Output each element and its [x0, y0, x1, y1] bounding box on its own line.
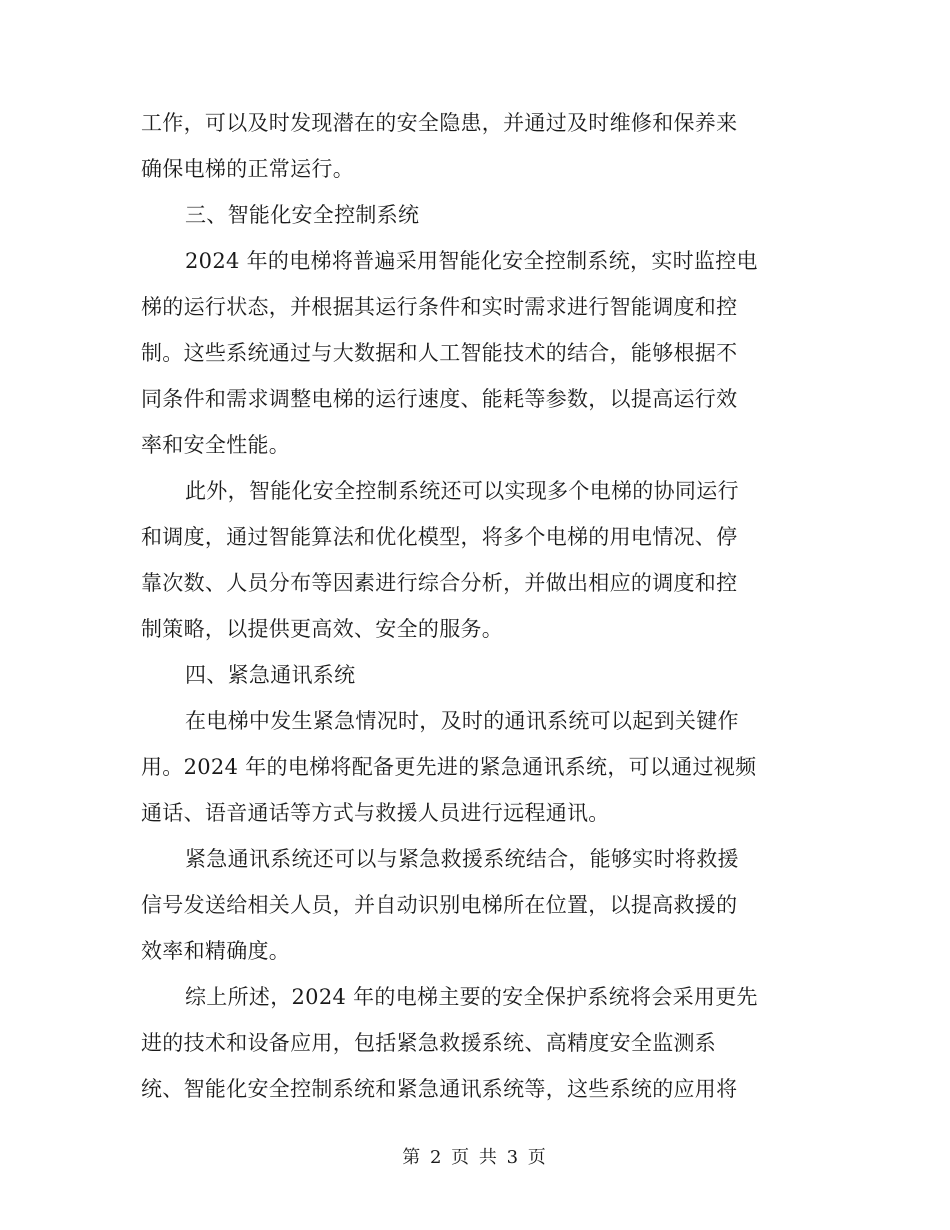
body-line: 在电梯中发生紧急情况时，及时的通讯系统可以起到关键作: [185, 709, 739, 733]
body-line: 统、智能化安全控制系统和紧急通讯系统等，这些系统的应用将: [141, 1077, 738, 1101]
body-line: 率和安全性能。: [141, 433, 291, 457]
body-line: 信号发送给相关人员，并自动识别电梯所在位置，以提高救援的: [141, 893, 738, 917]
section-heading: 三、智能化安全控制系统: [185, 203, 420, 227]
body-line: 此外，智能化安全控制系统还可以实现多个电梯的协同运行: [185, 479, 739, 503]
body-line: 效率和精确度。: [141, 939, 291, 963]
body-line: 和调度，通过智能算法和优化模型，将多个电梯的用电情况、停: [141, 525, 738, 549]
body-line: 通话、语音通话等方式与救援人员进行远程通讯。: [141, 801, 610, 825]
section-heading: 四、紧急通讯系统: [185, 663, 356, 687]
page-number-footer: 第 2 页 共 3 页: [402, 1147, 548, 1168]
body-line: 紧急通讯系统还可以与紧急救援系统结合，能够实时将救援: [185, 847, 739, 871]
body-line: 用。2024 年的电梯将配备更先进的紧急通讯系统，可以通过视频: [141, 755, 757, 779]
body-line: 综上所述，2024 年的电梯主要的安全保护系统将会采用更先: [185, 985, 758, 1009]
body-line: 同条件和需求调整电梯的运行速度、能耗等参数，以提高运行效: [141, 387, 738, 411]
body-line: 2024 年的电梯将普遍采用智能化安全控制系统，实时监控电: [185, 249, 758, 273]
body-line: 梯的运行状态，并根据其运行条件和实时需求进行智能调度和控: [141, 295, 738, 319]
body-line: 进的技术和设备应用，包括紧急救援系统、高精度安全监测系: [141, 1031, 717, 1055]
document-body: [141, 100, 811, 1112]
body-line: 确保电梯的正常运行。: [141, 157, 354, 181]
body-line: 制。这些系统通过与大数据和人工智能技术的结合，能够根据不: [141, 341, 738, 365]
body-line: 制策略，以提供更高效、安全的服务。: [141, 617, 504, 641]
body-line: 靠次数、人员分布等因素进行综合分析，并做出相应的调度和控: [141, 571, 738, 595]
body-line: 工作，可以及时发现潜在的安全隐患，并通过及时维修和保养来: [141, 111, 738, 135]
